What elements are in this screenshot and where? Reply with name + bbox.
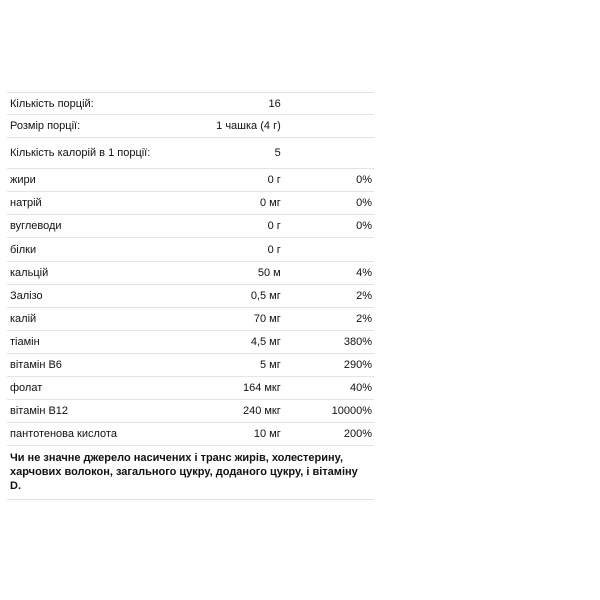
nutrient-label: вітамін B6 — [10, 358, 62, 371]
nutrient-row-carbohydrates — [7, 215, 374, 238]
nutrient-daily-value: 0% — [356, 197, 372, 210]
nutrient-label: жири — [10, 174, 36, 187]
nutrient-daily-value: 200% — [343, 428, 372, 441]
calories-row — [7, 138, 374, 169]
serving-size-row — [7, 115, 374, 138]
row-amount: 5 — [274, 147, 281, 160]
nutrient-row-iron — [7, 285, 374, 308]
nutrient-daily-value: 4% — [356, 266, 372, 279]
nutrient-row-protein — [7, 238, 374, 261]
nutrient-row-potassium — [7, 308, 374, 331]
nutrient-amount: 0 г — [267, 220, 281, 233]
nutrient-row-vitamin-b6 — [7, 354, 374, 377]
nutrient-label: вуглеводи — [10, 220, 62, 233]
nutrient-amount: 10 мг — [253, 428, 281, 441]
row-label: Кількість порцій: — [10, 97, 94, 110]
nutrient-daily-value: 2% — [356, 312, 372, 325]
nutrient-daily-value: 380% — [343, 335, 372, 348]
nutrient-amount: 0 г — [267, 174, 281, 187]
servings-row — [7, 92, 374, 115]
nutrient-daily-value: 290% — [343, 358, 372, 371]
nutrient-daily-value: 0% — [356, 220, 372, 233]
nutrient-label: тіамін — [10, 335, 40, 348]
nutrient-row-calcium — [7, 262, 374, 285]
disclaimer-note: Чи не значне джерело насичених і транс жирів, холестерину, харчових волокон, загального цукру, доданого цукру, і вітаміну D. — [7, 446, 374, 500]
nutrient-row-pantothenic-acid — [7, 423, 374, 446]
nutrient-label: натрій — [10, 197, 42, 210]
nutrient-amount: 164 мкг — [242, 382, 281, 395]
nutrient-label: вітамін B12 — [10, 405, 69, 418]
nutrient-amount: 0 г — [267, 243, 281, 256]
nutrient-amount: 240 мкг — [242, 405, 281, 418]
nutrient-row-thiamine — [7, 331, 374, 354]
nutrient-row-folate — [7, 377, 374, 400]
nutrient-daily-value: 40% — [349, 382, 372, 395]
nutrient-amount: 5 мг — [260, 358, 281, 371]
nutrient-label: кальцій — [10, 266, 49, 279]
nutrient-label: калій — [10, 312, 37, 325]
nutrition-facts-table — [7, 92, 374, 500]
nutrient-row-sodium — [7, 192, 374, 215]
row-amount: 1 чашка (4 г) — [216, 120, 281, 133]
nutrient-daily-value: 10000% — [331, 405, 372, 418]
nutrient-amount: 4,5 мг — [250, 335, 281, 348]
nutrient-label: фолат — [10, 382, 43, 395]
nutrient-row-vitamin-b12 — [7, 400, 374, 423]
nutrient-amount: 50 м — [257, 266, 281, 279]
nutrient-label: пантотенова кислота — [10, 428, 117, 441]
row-label: Розмір порції: — [10, 120, 81, 133]
row-amount: 16 — [268, 97, 281, 110]
nutrient-amount: 0,5 мг — [250, 289, 281, 302]
nutrient-amount: 0 мг — [260, 197, 281, 210]
nutrient-daily-value: 2% — [356, 289, 372, 302]
nutrient-daily-value: 0% — [356, 174, 372, 187]
nutrient-label: білки — [10, 243, 37, 256]
nutrient-label: Залізо — [10, 289, 43, 302]
row-label: Кількість калорій в 1 порції: — [10, 147, 151, 160]
nutrient-amount: 70 мг — [253, 312, 281, 325]
nutrient-row-fat — [7, 169, 374, 192]
